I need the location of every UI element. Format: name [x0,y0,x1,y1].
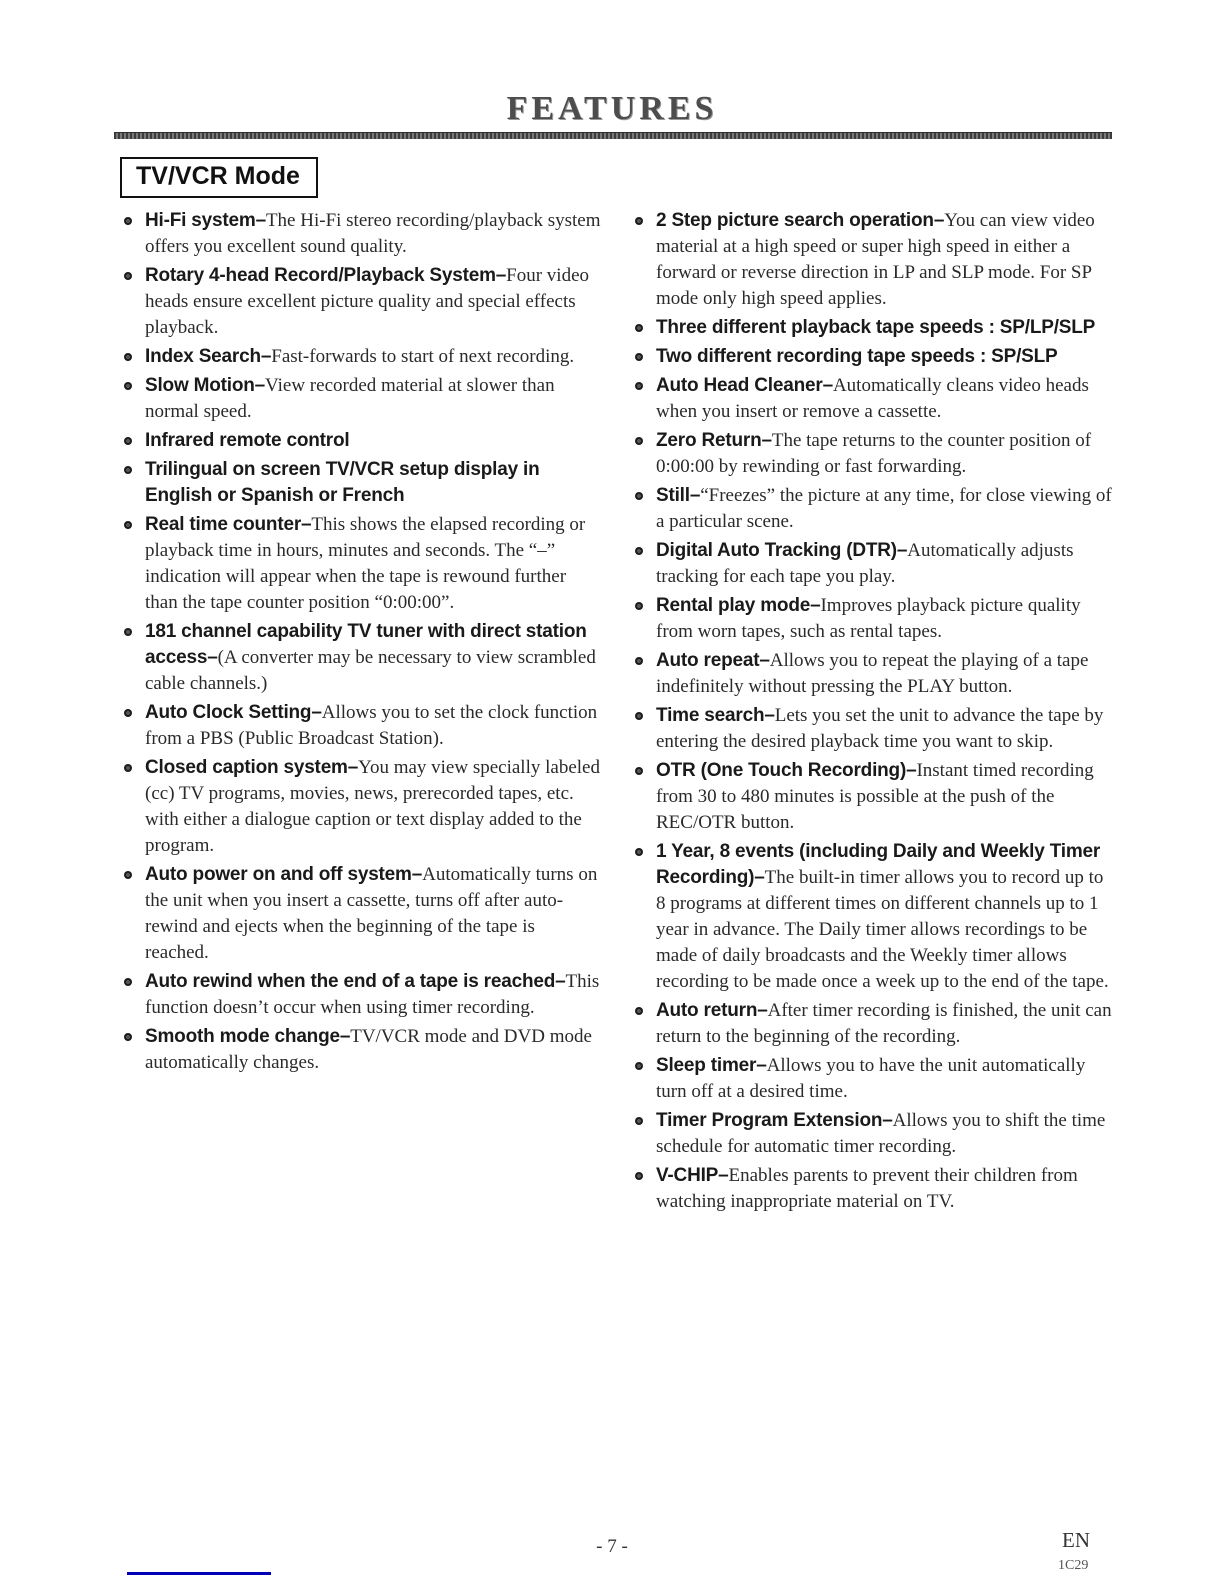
feature-desc: View recorded material at slower than normal speed. [145,375,555,422]
feature-item [629,998,1114,1050]
feature-desc: Allows you to set the clock function from a PBS (Public Broadcast Station). [145,702,598,749]
title-rule-divider [114,132,1112,139]
feature-item [118,969,603,1021]
feature-term: Index Search– [145,346,272,367]
feature-desc: Automatically adjusts tracking for each tape you play. [656,540,1074,587]
feature-item [118,428,603,454]
feature-item [118,1024,603,1076]
feature-term: OTR (One Touch Recording)– [656,760,917,781]
feature-list-right [629,208,1114,1215]
feature-desc: Improves playback picture quality from worn tapes, such as rental tapes. [656,595,1081,642]
feature-term: Timer Program Extension– [656,1110,893,1131]
section-heading-tvvcr-mode: TV/VCR Mode [120,157,318,198]
feature-term: 2 Step picture search operation– [656,210,945,231]
page-number: - 7 - [596,1536,628,1557]
feature-item [629,428,1114,480]
feature-term: Three different playback tape speeds : SP/LP/SLP [656,317,1096,338]
feature-item [118,700,603,752]
footer-blue-line [127,1572,271,1575]
feature-desc: This shows the elapsed recording or playback time in hours, minutes and seconds. The “–” indication will appear when the tape is rewound further than the tape counter position “0:00:00”. [145,514,586,613]
feature-item [629,483,1114,535]
feature-desc: Allows you to shift the time schedule for automatic timer recording. [656,1110,1106,1157]
feature-term: 1 Year, 8 events (including Daily and Weekly Timer Recording)– [656,841,1101,888]
feature-desc: TV/VCR mode and DVD mode automatically changes. [145,1026,592,1073]
feature-item [629,648,1114,700]
feature-desc: Fast-forwards to start of next recording. [271,346,575,367]
feature-term: Auto return– [656,1000,768,1021]
feature-list-left [118,208,603,1076]
feature-term: Rental play mode– [656,595,821,616]
feature-term: Two different recording tape speeds : SP/SLP [656,346,1058,367]
feature-term: Zero Return– [656,430,772,451]
feature-item [629,703,1114,755]
feature-desc: Automatically cleans video heads when you insert or remove a cassette. [656,375,1089,422]
feature-term: Smooth mode change– [145,1026,351,1047]
feature-term: Digital Auto Tracking (DTR)– [656,540,908,561]
page-title: FEATURES [506,90,718,127]
feature-item [629,344,1114,370]
left-column [118,208,603,1218]
feature-item [118,619,603,697]
feature-desc: Allows you to have the unit automatically turn off at a desired time. [656,1055,1086,1102]
feature-term: Sleep timer– [656,1055,767,1076]
feature-item [118,755,603,859]
feature-desc: Enables parents to prevent their children from watching inappropriate material on TV. [656,1165,1078,1212]
feature-desc: You may view specially labeled (cc) TV programs, movies, news, prerecorded tapes, etc. with either a dialogue caption or text display added to the program. [145,757,600,856]
feature-item [629,1163,1114,1215]
feature-item [118,344,603,370]
feature-item [629,315,1114,341]
feature-desc: You can view video material at a high speed or super high speed in either a forward or reverse direction in LP and SLP mode. For SP mode only high speed applies. [656,210,1095,309]
feature-desc: “Freezes” the picture at any time, for close viewing of a particular scene. [656,485,1112,532]
feature-item [629,538,1114,590]
feature-item [118,862,603,966]
feature-desc: The Hi-Fi stereo recording/playback system offers you excellent sound quality. [145,210,601,257]
feature-item [629,1053,1114,1105]
feature-desc: Lets you set the unit to advance the tape by entering the desired playback time you want to skip. [656,705,1104,752]
feature-desc: Automatically turns on the unit when you insert a cassette, turns off after auto-rewind and ejects when the beginning of the tape is reached. [145,864,598,963]
language-code: EN [1062,1528,1090,1552]
feature-term: Auto Head Cleaner– [656,375,833,396]
feature-desc: (A converter may be necessary to view scrambled cable channels.) [145,647,596,694]
feature-term: Auto repeat– [656,650,770,671]
feature-term: Still– [656,485,701,506]
feature-item [118,373,603,425]
feature-term: Trilingual on screen TV/VCR setup display in English or Spanish or French [145,459,540,506]
feature-term: Real time counter– [145,514,312,535]
feature-item [629,593,1114,645]
feature-item [118,457,603,509]
feature-term: Hi-Fi system– [145,210,266,231]
feature-term: Auto rewind when the end of a tape is reached– [145,971,566,992]
feature-desc: The built-in timer allows you to record up to 8 programs at different times on different channels up to 1 year in advance. The Daily timer allows recordings to be made of daily broadcasts and the Weekly timer allows recording to be made once a week up to the end of the tape. [656,867,1109,992]
feature-term: Slow Motion– [145,375,266,396]
right-column [629,208,1114,1218]
feature-term: Infrared remote control [145,430,350,451]
feature-term: 181 channel capability TV tuner with direct station access– [145,621,587,668]
feature-term: Time search– [656,705,775,726]
feature-item [118,512,603,616]
feature-item [629,839,1114,995]
feature-desc: Four video heads ensure excellent picture quality and special effects playback. [145,265,590,338]
feature-term: Rotary 4-head Record/Playback System– [145,265,507,286]
feature-desc: Instant timed recording from 30 to 480 minutes is possible at the push of the REC/OTR button. [656,760,1094,833]
feature-term: Closed caption system– [145,757,359,778]
feature-item [118,263,603,341]
feature-item [629,208,1114,312]
feature-item [118,208,603,260]
document-code: 1C29 [1058,1558,1089,1573]
feature-desc: After timer recording is finished, the unit can return to the beginning of the recording. [656,1000,1112,1047]
feature-item [629,1108,1114,1160]
feature-desc: Allows you to repeat the playing of a tape indefinitely without pressing the PLAY button. [656,650,1089,697]
feature-columns [0,198,1224,1218]
feature-desc: The tape returns to the counter position of 0:00:00 by rewinding or fast forwarding. [656,430,1092,477]
feature-item [629,758,1114,836]
feature-desc: This function doesn’t occur when using timer recording. [145,971,600,1018]
feature-term: V-CHIP– [656,1165,729,1186]
feature-term: Auto Clock Setting– [145,702,322,723]
feature-term: Auto power on and off system– [145,864,423,885]
feature-item [629,373,1114,425]
